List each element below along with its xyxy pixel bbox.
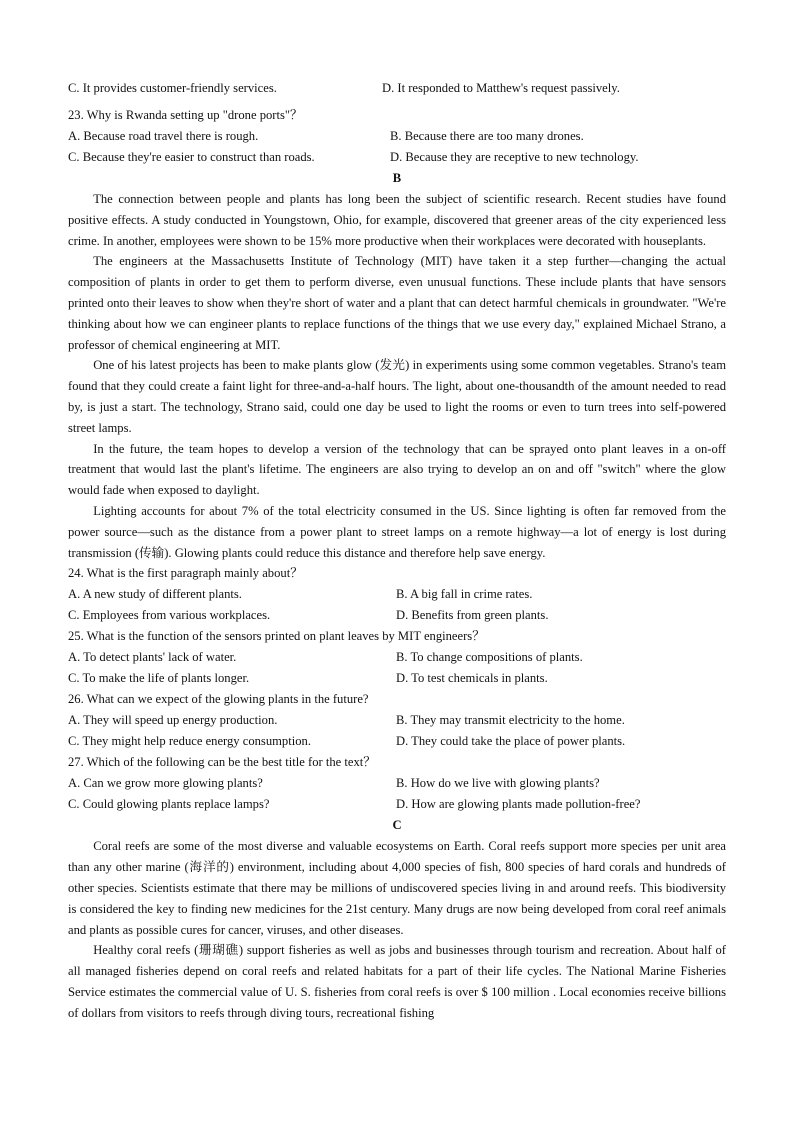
q27-option-c: C. Could glowing plants replace lamps? [68,797,270,812]
q26-options-row-1 [68,710,726,731]
section-c-paragraph-1: Coral reefs are some of the most diverse and valuable ecosystems on Earth. Coral reefs support more species per unit area than any other marine (海洋的) environment, including about 4,000 species of fish, 800 species of hard corals and hundreds of other species. Scientists estimate that there may be millions of undiscovered species living in and around reefs. This biodiversity is considered the key to finding new medicines for the 21st century. Many drugs are now being developed from coral reef animals and plants as possible cures for cancer, viruses, and other diseases. [68,839,726,937]
q23-options-row-2 [68,147,726,168]
q27-options-row-2 [68,794,726,815]
q27-option-d: D. How are glowing plants made pollution-free? [396,797,641,812]
q24-question: 24. What is the first paragraph mainly about？ [68,566,303,581]
section-b-paragraph-1: The connection between people and plants has long been the subject of scientific research. Recent studies have found positive effects. A study conducted in Youngstown, Ohio, for example, discovered that greener areas of the city experienced less crime. In another, employees were shown to be 15% more productive when their workplaces were decorated with houseplants. [68,192,726,248]
section-b-paragraph-2: The engineers at the Massachusetts Institute of Technology (MIT) have taken it a step further—changing the actual composition of plants in order to get them to perform diverse, even unusual functions. These include plants that have sensors printed onto their leaves to show when they're short of water and a plant that can detect harmful chemicals in groundwater. "We're thinking about how we can engineer plants to replace functions of the things that we use every day," explained Michael Strano, a professor of chemical engineering at MIT. [68,254,726,352]
q27-option-a: A. Can we grow more glowing plants? [68,776,263,791]
q23-options-row-1 [68,126,726,147]
section-b-paragraph-5: Lighting accounts for about 7% of the total electricity consumed in the US. Since lighting is often far removed from the power source—such as the distance from a power plant to street lamps on a remote highway—a lot of energy is lost during transmission (传输). Glowing plants could reduce this distance and therefore help save energy. [68,503,726,560]
q24-options-row-2 [68,605,726,626]
q27-option-b: B. How do we live with glowing plants? [396,776,600,791]
q22-option-d: D. It responded to Matthew's request passively. [382,81,620,95]
q27-question: 27. Which of the following can be the best title for the text？ [68,755,376,770]
q23-question: 23. Why is Rwanda setting up "drone ports"？ [68,108,303,122]
section-b-heading: B [392,171,402,185]
q25-options-row-2 [68,668,726,689]
q23-option-d: D. Because they are receptive to new technology. [390,150,639,164]
q24-option-c: C. Employees from various workplaces. [68,608,271,623]
q24-option-b: B. A big fall in crime rates. [396,587,533,602]
q23-option-b: B. Because there are too many drones. [390,129,584,143]
q26-question: 26. What can we expect of the glowing plants in the future? [68,692,369,707]
q26-option-d: D. They could take the place of power plants. [396,734,626,749]
q24-option-a: A. A new study of different plants. [68,587,242,602]
q22-option-c: C. It provides customer-friendly services. [68,81,277,95]
q26-option-a: A. They will speed up energy production. [68,713,278,728]
q25-option-d: D. To test chemicals in plants. [396,671,548,686]
section-b-paragraph-3: One of his latest projects has been to make plants glow (发光) in experiments using some common vegetables. Strano's team found that they could create a faint light for three-and-a-half hours. The light, about one-thousandth of the amount needed to read by, is just a start. The technology, Strano said, could one day be used to light the rooms or even to turn trees into self-powered street lamps. [68,358,726,435]
section-b-paragraph-4: In the future, the team hopes to develop a version of the technology that can be sprayed onto plant leaves in a on-off treatment that would last the plant's lifetime. The engineers are also trying to develop an on and off "switch" where the glow would fade when exposed to daylight. [68,441,726,498]
q25-question: 25. What is the function of the sensors printed on plant leaves by MIT engineers？ [68,629,485,644]
section-c-paragraph-2: Healthy coral reefs (珊瑚礁) support fisheries as well as jobs and businesses through tourism and recreation. About half of all managed fisheries depend on coral reefs and related habitats for a part of their life cycles. The National Marine Fisheries Service estimates the commercial value of U. S. fisheries from coral reefs is over $ 100 million . Local economies receive billions of dollars from visitors to reefs through diving tours, recreational fishing [68,943,726,1020]
q25-option-b: B. To change compositions of plants. [396,650,583,665]
q23-option-a: A. Because road travel there is rough. [68,129,259,143]
q26-option-c: C. They might help reduce energy consumption. [68,734,311,749]
q25-options-row-1 [68,647,726,668]
q26-option-b: B. They may transmit electricity to the home. [396,713,625,728]
q23-option-c: C. Because they're easier to construct than roads. [68,150,315,164]
q24-options-row-1 [68,584,726,605]
section-c-heading: C [392,818,402,833]
q22-options-row [68,78,726,99]
q25-option-a: A. To detect plants' lack of water. [68,650,237,665]
q27-options-row-1 [68,773,726,794]
q26-options-row-2 [68,731,726,752]
q25-option-c: C. To make the life of plants longer. [68,671,250,686]
exam-page [68,78,726,1024]
q24-option-d: D. Benefits from green plants. [396,608,549,623]
